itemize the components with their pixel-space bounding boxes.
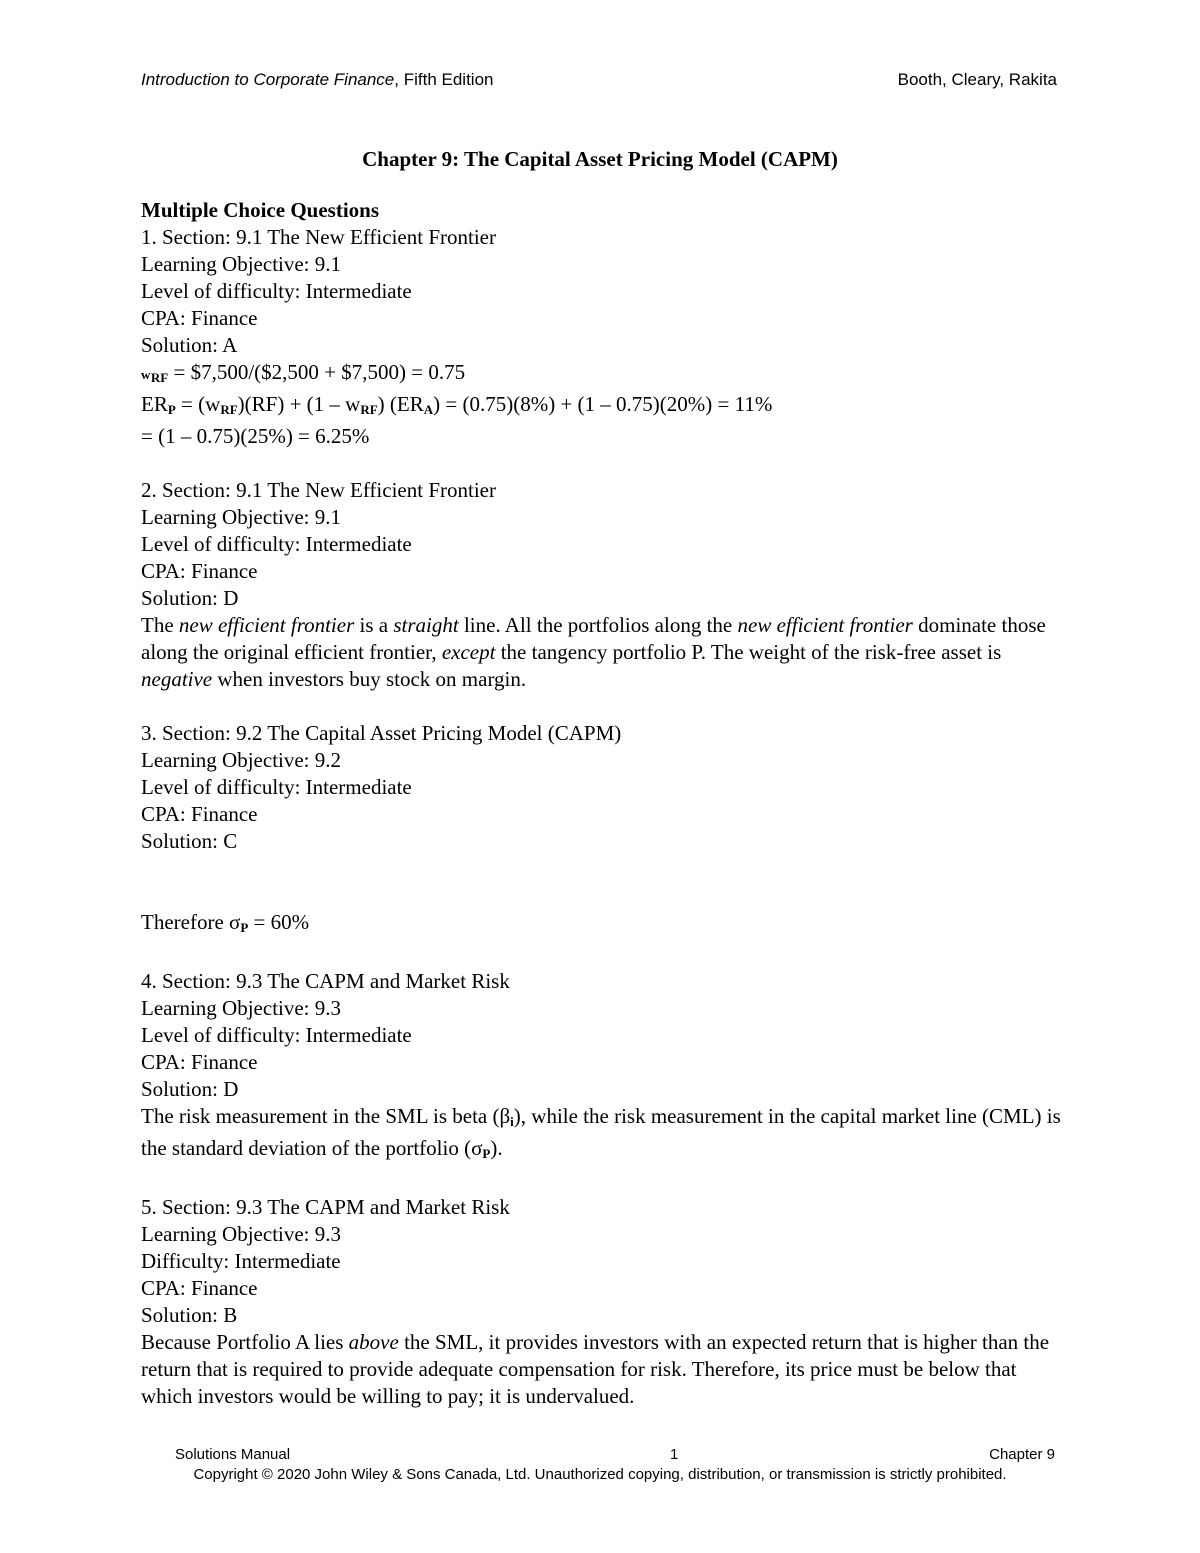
q5-solution: Solution: B (141, 1303, 238, 1327)
q1-equation-3: = (1 – 0.75)(25%) = 6.25% (141, 424, 370, 448)
q1-section: 1. Section: 9.1 The New Efficient Frontier (141, 225, 496, 249)
q3-therefore: Therefore $\sigma_P = 60\%$ (141, 910, 310, 935)
q2-difficulty: Level of difficulty: Intermediate (141, 532, 412, 556)
q4-section: 4. Section: 9.3 The CAPM and Market Risk (141, 969, 510, 993)
q5-difficulty: Difficulty: Intermediate (141, 1249, 341, 1273)
q3-cpa: CPA: Finance (141, 802, 258, 826)
q1-equation-2: $ER_P = (w_{RF})(RF) + (1 - w_{RF}) (ER_A) = (0.75)(8\%) + (1 - 0.75)(20\%) = 11\%$ (141, 392, 773, 417)
document-body (141, 197, 1061, 1410)
chapter-title: Chapter 9: The Capital Asset Pricing Model (CAPM) (362, 147, 838, 171)
q3-section: 3. Section: 9.2 The Capital Asset Pricing Model (CAPM) (141, 721, 622, 745)
q1-objective: Learning Objective: 9.1 (141, 252, 342, 276)
q5-objective: Learning Objective: 9.3 (141, 1222, 342, 1246)
footer-page-number: 1 (670, 1446, 679, 1463)
q2-cpa: CPA: Finance (141, 559, 258, 583)
edition: , Fifth Edition (394, 70, 494, 89)
q4-explanation: The risk measurement in the SML is beta $(\beta_i)$, while the risk measurement in the capital market line (CML) is the standard deviation of the portfolio $(\sigma_P)$. (141, 1104, 1061, 1161)
q1-cpa: CPA: Finance (141, 306, 258, 330)
footer-copyright: Copyright © 2020 John Wiley & Sons Canada, Ltd. Unauthorized copying, distribution, or transmission is strictly prohibited. (193, 1466, 1007, 1483)
running-header-authors: Booth, Cleary, Rakita (897, 70, 1057, 89)
q5-explanation: Because Portfolio A lies above the SML, it provides investors with an expected return that is higher than the return that is required to provide adequate compensation for risk. Therefore, its price must be below that which investors would be willing to pay; it is undervalued. (141, 1330, 1050, 1408)
question-5 (141, 1194, 1061, 1410)
q2-explanation: The new efficient frontier is a straight line. All the portfolios along the new efficient frontier dominate those along the original efficient frontier, except the tangency portfolio P. The weight of the risk-free asset is negative when investors buy stock on margin. (141, 613, 1046, 691)
q2-section: 2. Section: 9.1 The New Efficient Frontier (141, 478, 496, 502)
q5-section: 5. Section: 9.3 The CAPM and Market Risk (141, 1195, 510, 1219)
q4-cpa: CPA: Finance (141, 1050, 258, 1074)
q3-objective: Learning Objective: 9.2 (141, 748, 342, 772)
question-1 (141, 224, 1061, 450)
question-4 (141, 968, 1061, 1167)
running-header-left (141, 68, 493, 92)
footer-manual: Solutions Manual (175, 1446, 291, 1463)
q4-objective: Learning Objective: 9.3 (141, 996, 342, 1020)
q2-solution: Solution: D (141, 586, 239, 610)
book-title: Introduction to Corporate Finance (141, 70, 395, 89)
q3-solution: Solution: C (141, 829, 238, 853)
footer-chapter: Chapter 9 (989, 1446, 1055, 1463)
q1-difficulty: Level of difficulty: Intermediate (141, 279, 412, 303)
question-2 (141, 477, 1061, 693)
q5-cpa: CPA: Finance (141, 1276, 258, 1300)
q1-equation-1: $w_{RF}$ = $7,500/($2,500 + $7,500) = 0.75 (141, 360, 466, 385)
q1-solution: Solution: A (141, 333, 238, 357)
section-heading: Multiple Choice Questions (141, 198, 380, 222)
q4-difficulty: Level of difficulty: Intermediate (141, 1023, 412, 1047)
question-3 (141, 720, 1061, 941)
q4-solution: Solution: D (141, 1077, 239, 1101)
q2-objective: Learning Objective: 9.1 (141, 505, 342, 529)
q3-difficulty: Level of difficulty: Intermediate (141, 775, 412, 799)
